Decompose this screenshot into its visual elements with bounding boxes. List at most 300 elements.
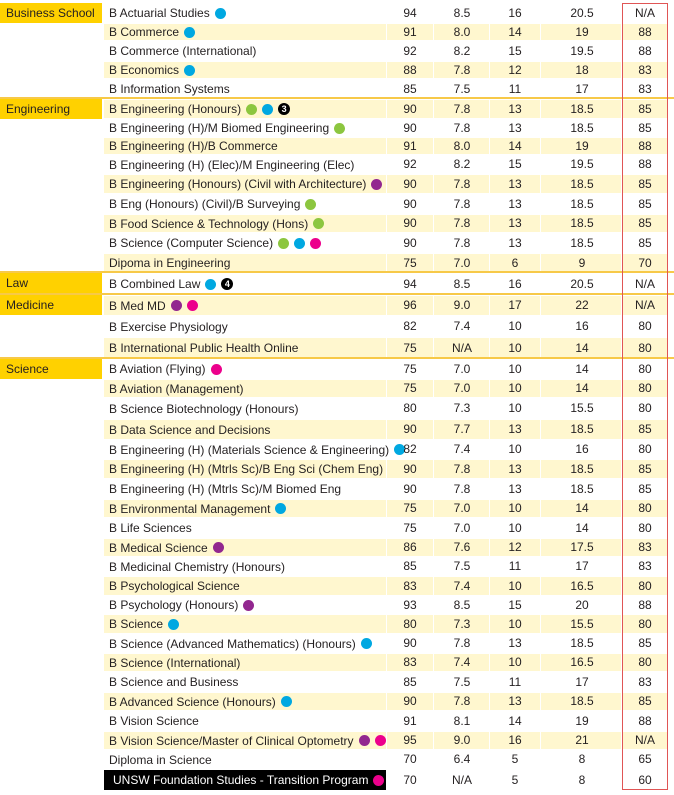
table-row (0, 576, 674, 596)
atar-value: 75 (403, 521, 417, 535)
ib-total-value: 16 (575, 442, 589, 456)
atar-value: 83 (403, 655, 417, 669)
course-name (109, 79, 230, 99)
entry-value: 65 (638, 752, 652, 766)
course-name (109, 214, 324, 233)
ib-value: 7.0 (453, 521, 471, 535)
ib-value: 7.8 (453, 102, 471, 116)
ib-value: N/A (451, 341, 472, 355)
faculty-name: Medicine (6, 298, 55, 312)
ib-value: 7.8 (453, 462, 471, 476)
pink-dot-icon (310, 238, 321, 249)
blue-dot-icon (281, 696, 292, 707)
ib-value: 7.8 (453, 694, 471, 708)
table-row (0, 538, 674, 557)
course-name-text: B Science (International) (109, 655, 241, 670)
entry-value: 88 (638, 598, 652, 612)
course-name (109, 479, 341, 499)
entry-value: 85 (638, 462, 652, 476)
course-name (109, 253, 230, 273)
atar-value: 90 (403, 694, 417, 708)
entry-value: N/A (634, 277, 655, 291)
ib-total-value: 18.5 (570, 462, 594, 476)
atar-value: 86 (403, 540, 417, 554)
atar-value: 90 (403, 462, 417, 476)
course-name-text: B Engineering (Honours) (109, 102, 242, 116)
course-name (109, 273, 233, 295)
course-name (109, 419, 270, 440)
ib-value: 7.8 (453, 177, 471, 191)
ib-value: N/A (451, 773, 472, 787)
ib-total-value: 18.5 (570, 422, 594, 436)
entry-value: 85 (638, 216, 652, 230)
course-name (109, 359, 222, 379)
ib-total-value: 14 (575, 521, 589, 535)
table-row (0, 731, 674, 750)
ib-total-value: 18.5 (570, 177, 594, 191)
pink-dot-icon (187, 300, 198, 311)
entry-value: 85 (638, 102, 652, 116)
ib-score-value: 14 (508, 139, 522, 153)
entry-value: N/A (634, 298, 655, 312)
purple-dot-icon (371, 179, 382, 190)
purple-dot-icon (359, 735, 370, 746)
atar-value: 92 (403, 44, 417, 58)
entry-value: 80 (638, 381, 652, 395)
course-name (109, 155, 354, 174)
ib-total-value: 18.5 (570, 236, 594, 250)
entry-value: 80 (638, 341, 652, 355)
footnote-badge-icon: 3 (278, 103, 290, 115)
entry-value: 80 (638, 521, 652, 535)
entry-value: 83 (638, 675, 652, 689)
ib-score-value: 10 (508, 401, 522, 415)
ib-value: 7.8 (453, 636, 471, 650)
ib-value: 6.4 (453, 752, 471, 766)
table-row (0, 440, 674, 459)
ib-value: 9.0 (453, 298, 471, 312)
atar-value: 83 (403, 579, 417, 593)
ib-total-value: 18.5 (570, 102, 594, 116)
ib-score-value: 6 (511, 256, 519, 270)
course-name-text: Diploma in Science (109, 752, 212, 767)
ib-score-value: 13 (508, 102, 522, 116)
ib-value: 7.3 (453, 401, 471, 415)
table-row (0, 711, 674, 731)
course-name-text: B Psychological Science (109, 579, 240, 593)
table-row (0, 295, 674, 316)
green-dot-icon (334, 123, 345, 134)
ib-total-value: 19 (575, 714, 589, 728)
course-name-text: B Science (Advanced Mathematics) (Honours) (109, 636, 356, 651)
table-row (0, 653, 674, 672)
entry-value: 83 (638, 63, 652, 77)
table-row (0, 672, 674, 692)
course-name-text: B Environmental Management (109, 501, 271, 516)
course-name (109, 337, 298, 359)
course-name (109, 538, 224, 557)
course-name (109, 576, 240, 596)
ib-score-value: 11 (508, 82, 522, 96)
entry-value: 88 (638, 25, 652, 39)
blue-dot-icon (168, 619, 179, 630)
entry-value: 80 (638, 442, 652, 456)
entry-value: 85 (638, 694, 652, 708)
course-name-text: B Science (Computer Science) (109, 236, 274, 250)
course-name-text: B Science Biotechnology (Honours) (109, 401, 299, 416)
ib-total-value: 17 (575, 675, 589, 689)
course-name-text: B Aviation (Management) (109, 381, 244, 396)
ib-total-value: 17.5 (570, 540, 594, 554)
faculty-name: Business School (6, 6, 95, 20)
table-row (0, 419, 674, 440)
entry-value: 88 (638, 714, 652, 728)
ib-value: 7.7 (453, 422, 471, 436)
faculty-name: Science (6, 362, 49, 376)
atar-value: 82 (403, 319, 417, 333)
atar-value: 90 (403, 636, 417, 650)
atar-value: 85 (403, 559, 417, 573)
course-name (109, 61, 195, 79)
course-name-text: B Med MD (109, 298, 166, 313)
ib-value: 8.2 (453, 44, 471, 58)
atar-value: 90 (403, 121, 417, 135)
table-row (0, 79, 674, 99)
course-name (109, 731, 386, 750)
ib-score-value: 16 (508, 277, 522, 291)
ib-total-value: 9 (578, 256, 586, 270)
table-row (0, 61, 674, 79)
course-name (109, 3, 226, 23)
course-name (113, 769, 384, 791)
ib-score-value: 10 (508, 341, 522, 355)
course-name-text: B Engineering (H) (Mtrls Sc)/B Eng Sci (Chem Eng) (109, 462, 384, 476)
table-row (0, 359, 674, 379)
atar-value: 85 (403, 675, 417, 689)
course-name-text: B Engineering (Honours) (Civil with Architecture) (109, 177, 367, 191)
ib-score-value: 13 (508, 462, 522, 476)
table-row (0, 634, 674, 653)
course-name-text: B Vision Science (109, 714, 199, 728)
ib-score-value: 10 (508, 521, 522, 535)
ib-value: 9.0 (453, 733, 471, 747)
ib-score-value: 16 (508, 6, 522, 20)
course-name (109, 653, 240, 672)
ib-score-value: 13 (508, 694, 522, 708)
entry-value: 80 (638, 362, 652, 376)
atar-value: 75 (403, 256, 417, 270)
blue-dot-icon (294, 238, 305, 249)
course-name (109, 750, 212, 769)
ib-value: 8.5 (453, 598, 471, 612)
course-name-text: B Engineering (H)/B Commerce (109, 139, 278, 153)
blue-dot-icon (215, 8, 226, 19)
ib-value: 8.2 (453, 157, 471, 171)
table-row (0, 214, 674, 233)
table-row (0, 3, 674, 23)
atar-value: 70 (403, 773, 417, 787)
course-name (109, 692, 292, 711)
table-row (0, 253, 674, 273)
course-name (109, 634, 372, 653)
table-row (0, 41, 674, 61)
ib-total-value: 8 (578, 752, 586, 766)
course-name-text: B Psychology (Honours) (109, 598, 239, 612)
atar-value: 75 (403, 362, 417, 376)
ib-score-value: 10 (508, 501, 522, 515)
ib-score-value: 10 (508, 579, 522, 593)
entry-value: 85 (638, 197, 652, 211)
atar-value: 94 (403, 6, 417, 20)
course-name-text: B Medicinal Chemistry (Honours) (109, 559, 286, 574)
ib-value: 7.5 (453, 559, 471, 573)
course-name (109, 99, 290, 119)
table-row (0, 769, 674, 791)
course-name (109, 194, 316, 214)
atar-value: 88 (403, 63, 417, 77)
course-name (109, 459, 383, 479)
green-dot-icon (313, 218, 324, 229)
pink-dot-icon (375, 735, 386, 746)
course-name-text: B Exercise Physiology (109, 319, 228, 334)
table-row (0, 174, 674, 194)
ib-score-value: 15 (508, 157, 522, 171)
course-name (109, 499, 286, 518)
course-name-text: B Life Sciences (109, 521, 192, 535)
entry-value: 83 (638, 82, 652, 96)
table-row (0, 233, 674, 253)
ib-score-value: 13 (508, 636, 522, 650)
ib-value: 7.5 (453, 675, 471, 689)
ib-total-value: 19.5 (570, 157, 594, 171)
entry-value: 60 (638, 773, 652, 787)
course-name (109, 518, 192, 538)
atar-value: 91 (403, 25, 417, 39)
faculty-name: Engineering (6, 102, 71, 116)
table-row (0, 499, 674, 518)
course-name-text: B Data Science and Decisions (109, 422, 271, 437)
ib-score-value: 10 (508, 617, 522, 631)
entry-value: 70 (638, 256, 652, 270)
blue-dot-icon (184, 27, 195, 38)
ib-total-value: 19 (575, 139, 589, 153)
course-name (109, 398, 298, 419)
ib-total-value: 18.5 (570, 482, 594, 496)
ib-value: 8.5 (453, 277, 471, 291)
atar-value: 92 (403, 157, 417, 171)
course-name-text: UNSW Foundation Studies - Transition Program (113, 773, 369, 787)
ib-value: 7.8 (453, 63, 471, 77)
atar-value: 85 (403, 82, 417, 96)
atar-value: 91 (403, 139, 417, 153)
ib-total-value: 16.5 (570, 655, 594, 669)
footnote-badge-icon: 4 (221, 278, 233, 290)
entry-value: 80 (638, 579, 652, 593)
table-row (0, 99, 674, 119)
entry-value: 85 (638, 636, 652, 650)
entry-value: 83 (638, 559, 652, 573)
entry-value: 80 (638, 501, 652, 515)
table-row (0, 398, 674, 419)
atar-value: 94 (403, 277, 417, 291)
atar-value: 96 (403, 298, 417, 312)
table-row (0, 459, 674, 479)
pink-dot-icon (373, 775, 384, 786)
ib-total-value: 15.5 (570, 617, 594, 631)
table-row (0, 614, 674, 634)
course-name-text: B Commerce (109, 25, 180, 39)
atar-value: 90 (403, 236, 417, 250)
ib-value: 7.8 (453, 236, 471, 250)
course-name (109, 233, 321, 253)
ib-total-value: 8 (578, 773, 586, 787)
course-name-text: B Food Science & Technology (Hons) (109, 216, 309, 231)
ib-total-value: 22 (575, 298, 589, 312)
table-row (0, 518, 674, 538)
blue-dot-icon (275, 503, 286, 514)
course-name-text: B Combined Law (109, 277, 201, 291)
course-name (109, 557, 285, 576)
ib-total-value: 14 (575, 501, 589, 515)
green-dot-icon (246, 104, 257, 115)
table-row (0, 119, 674, 137)
table-row (0, 479, 674, 499)
ib-value: 7.8 (453, 482, 471, 496)
course-name-text: B Commerce (International) (109, 44, 257, 58)
course-name-text: B Vision Science/Master of Clinical Optometry (109, 733, 354, 748)
ib-score-value: 13 (508, 236, 522, 250)
atar-value: 95 (403, 733, 417, 747)
table-row (0, 596, 674, 614)
ib-total-value: 17 (575, 82, 589, 96)
course-name (109, 440, 405, 459)
atar-value: 75 (403, 501, 417, 515)
entry-value: 85 (638, 236, 652, 250)
entry-value: 88 (638, 139, 652, 153)
course-name (109, 672, 238, 692)
entry-value: N/A (634, 733, 655, 747)
ib-value: 7.8 (453, 121, 471, 135)
atar-column-highlight (622, 3, 668, 790)
atar-value: 91 (403, 714, 417, 728)
entry-value: 88 (638, 157, 652, 171)
atar-value: 75 (403, 381, 417, 395)
ib-score-value: 12 (508, 540, 522, 554)
course-name-text: B Engineering (H) (Mtrls Sc)/M Biomed Eng (109, 482, 342, 496)
ib-total-value: 15.5 (570, 401, 594, 415)
ib-score-value: 13 (508, 216, 522, 230)
course-name (109, 41, 256, 61)
ib-score-value: 13 (508, 482, 522, 496)
table-row (0, 316, 674, 337)
course-name-text: B International Public Health Online (109, 341, 299, 355)
ib-value: 7.0 (453, 501, 471, 515)
course-name-text: B Aviation (Flying) (109, 362, 206, 376)
table-row (0, 692, 674, 711)
purple-dot-icon (243, 600, 254, 611)
pink-dot-icon (211, 364, 222, 375)
atar-value: 70 (403, 752, 417, 766)
ib-score-value: 11 (508, 559, 522, 573)
faculty-name: Law (6, 276, 29, 290)
ib-score-value: 14 (508, 714, 522, 728)
atar-value: 80 (403, 401, 417, 415)
table-row (0, 137, 674, 155)
ib-score-value: 5 (511, 773, 519, 787)
entry-value: 80 (638, 401, 652, 415)
course-name (109, 596, 254, 614)
ib-value: 7.4 (453, 655, 471, 669)
course-name-text: Dipoma in Engineering (109, 256, 231, 270)
ib-total-value: 18.5 (570, 216, 594, 230)
atar-value: 93 (403, 598, 417, 612)
ib-value: 7.3 (453, 617, 471, 631)
entry-value: 85 (638, 422, 652, 436)
atar-value: 90 (403, 197, 417, 211)
course-name (109, 174, 382, 194)
ib-score-value: 15 (508, 598, 522, 612)
ib-value: 7.8 (453, 197, 471, 211)
ib-value: 7.0 (453, 362, 471, 376)
table-row (0, 379, 674, 398)
course-name-text: B Engineering (H) (Elec)/M Engineering (Elec) (109, 157, 355, 172)
course-name (109, 119, 345, 137)
ib-value: 7.0 (453, 381, 471, 395)
ib-score-value: 14 (508, 25, 522, 39)
entry-value: 83 (638, 540, 652, 554)
ib-total-value: 18.5 (570, 694, 594, 708)
ib-total-value: 19.5 (570, 44, 594, 58)
ib-value: 7.0 (453, 256, 471, 270)
ib-score-value: 13 (508, 177, 522, 191)
course-name-text: B Science (109, 617, 164, 631)
entry-value: 85 (638, 177, 652, 191)
table-row (0, 155, 674, 174)
course-name-text: B Engineering (H)/M Biomed Engineering (109, 121, 330, 135)
ib-value: 8.1 (453, 714, 471, 728)
ib-score-value: 13 (508, 121, 522, 135)
table-row (0, 337, 674, 359)
course-name-text: B Engineering (H) (Materials Science & Engineering) (109, 442, 390, 457)
ib-score-value: 5 (511, 752, 519, 766)
ib-score-value: 10 (508, 381, 522, 395)
ib-score-value: 13 (508, 422, 522, 436)
entry-value: 88 (638, 44, 652, 58)
entry-value: 80 (638, 319, 652, 333)
ib-total-value: 18.5 (570, 197, 594, 211)
atar-value: 80 (403, 617, 417, 631)
ib-score-value: 11 (508, 675, 522, 689)
course-name-text: B Medical Science (109, 540, 208, 555)
atar-value: 90 (403, 177, 417, 191)
atar-value: 82 (403, 442, 417, 456)
ib-value: 8.0 (453, 25, 471, 39)
ib-score-value: 15 (508, 44, 522, 58)
course-name-text: B Eng (Honours) (Civil)/B Surveying (109, 197, 301, 211)
entry-value: N/A (634, 6, 655, 20)
ib-value: 7.8 (453, 216, 471, 230)
ib-value: 8.5 (453, 6, 471, 20)
course-name (109, 711, 199, 731)
ib-total-value: 14 (575, 362, 589, 376)
ib-score-value: 16 (508, 733, 522, 747)
table-row (0, 557, 674, 576)
ib-total-value: 16 (575, 319, 589, 333)
purple-dot-icon (171, 300, 182, 311)
entry-value: 80 (638, 617, 652, 631)
ib-total-value: 14 (575, 341, 589, 355)
course-name (109, 23, 195, 41)
